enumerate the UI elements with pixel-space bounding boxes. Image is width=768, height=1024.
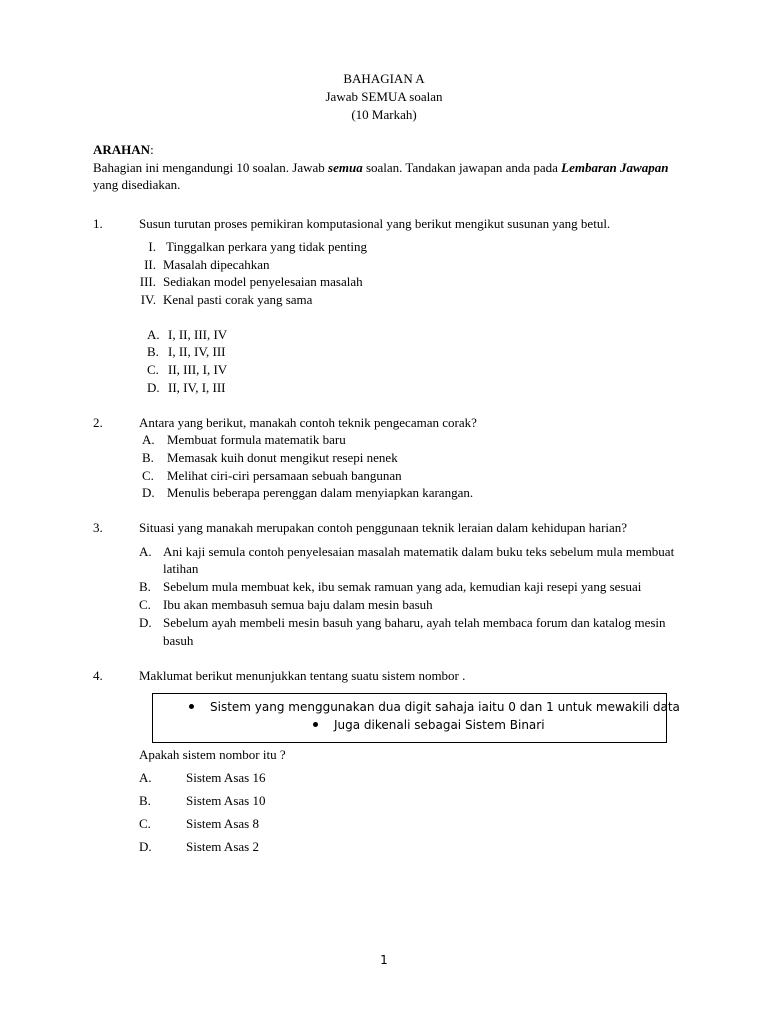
question-number: 1. bbox=[93, 216, 103, 231]
option-text: Sebelum mula membuat kek, ibu semak ramuan yang ada, kemudian kaji resepi yang sesuai bbox=[163, 579, 642, 594]
statement-item bbox=[126, 291, 312, 309]
arahan-emph-2: Lembaran Jawapan bbox=[561, 160, 669, 175]
question-number: 4. bbox=[93, 668, 103, 683]
option-label: C. bbox=[139, 597, 151, 612]
option-text: Sistem Asas 10 bbox=[186, 793, 266, 808]
option-label: A. bbox=[139, 544, 152, 559]
answer-option[interactable] bbox=[142, 467, 402, 485]
answer-option[interactable] bbox=[139, 543, 674, 561]
option-label: C. bbox=[142, 468, 154, 483]
info-bullet-item bbox=[313, 717, 545, 735]
statement-item bbox=[126, 238, 367, 256]
option-text: Memasak kuih donut mengikut resepi nenek bbox=[167, 450, 398, 465]
option-text: Sistem Asas 2 bbox=[186, 839, 259, 854]
question-number: 2. bbox=[93, 415, 103, 430]
option-text: Membuat formula matematik baru bbox=[167, 432, 346, 447]
option-text: Menulis beberapa perenggan dalam menyiapkan karangan. bbox=[167, 485, 474, 500]
option-text: Ibu akan membasuh semua baju dalam mesin basuh bbox=[163, 597, 433, 612]
statement-item bbox=[126, 273, 363, 291]
answer-option[interactable] bbox=[142, 431, 346, 449]
answer-option[interactable] bbox=[139, 815, 259, 833]
answer-option[interactable] bbox=[139, 596, 433, 614]
answer-option[interactable] bbox=[147, 343, 226, 361]
section-instruction: Jawab SEMUA soalan bbox=[325, 89, 443, 104]
question-text: Maklumat berikut menunjukkan tentang suatu sistem nombor . bbox=[139, 668, 466, 683]
option-label: B. bbox=[147, 344, 159, 359]
arahan-line-1 bbox=[93, 159, 668, 177]
info-bullet-text: Sistem yang menggunakan dua digit sahaja iaitu 0 dan 1 untuk mewakili data bbox=[210, 700, 680, 714]
arahan-text-1: Bahagian ini mengandungi 10 soalan. Jawab bbox=[93, 160, 329, 175]
answer-option[interactable] bbox=[139, 578, 641, 596]
question-text: Situasi yang manakah merupakan contoh penggunaan teknik leraian dalam kehidupan harian? bbox=[139, 520, 628, 535]
page-number: 1 bbox=[380, 953, 388, 967]
arahan-colon: : bbox=[150, 142, 154, 157]
answer-option[interactable] bbox=[142, 484, 473, 502]
option-label: A. bbox=[142, 432, 155, 447]
statement-text: Masalah dipecahkan bbox=[163, 257, 270, 272]
arahan-emph-1: semua bbox=[328, 160, 363, 175]
arahan-label: ARAHAN bbox=[93, 142, 151, 157]
info-bullet-text: Juga dikenali sebagai Sistem Binari bbox=[334, 718, 545, 732]
statement-label: II. bbox=[144, 257, 156, 272]
option-text: I, II, IV, III bbox=[168, 344, 226, 359]
question-text: Susun turutan proses pemikiran komputasional yang berikut mengikut susunan yang betul. bbox=[139, 216, 611, 231]
option-label: D. bbox=[139, 839, 152, 854]
answer-option[interactable] bbox=[147, 379, 226, 397]
option-label: B. bbox=[139, 793, 151, 808]
question-prompt: Apakah sistem nombor itu ? bbox=[139, 747, 286, 762]
arahan-heading bbox=[93, 141, 154, 159]
option-label: C. bbox=[147, 362, 159, 377]
statement-label: IV. bbox=[140, 292, 156, 307]
statement-label: I. bbox=[148, 239, 156, 254]
option-text-continued: latihan bbox=[163, 561, 199, 576]
bullet-icon bbox=[313, 722, 318, 727]
option-text: II, IV, I, III bbox=[168, 380, 226, 395]
option-label: A. bbox=[139, 770, 152, 785]
option-text: Ani kaji semula contoh penyelesaian masalah matematik dalam buku teks sebelum mula membuat bbox=[163, 544, 675, 559]
option-label: D. bbox=[139, 615, 152, 630]
statement-item bbox=[126, 256, 269, 274]
answer-option[interactable] bbox=[139, 614, 666, 632]
option-text: II, III, I, IV bbox=[168, 362, 228, 377]
option-label: C. bbox=[139, 816, 151, 831]
arahan-text-3: yang disediakan. bbox=[93, 177, 181, 192]
option-label: A. bbox=[147, 327, 160, 342]
info-box bbox=[152, 693, 680, 743]
option-text: Sistem Asas 16 bbox=[186, 770, 266, 785]
option-text-continued: basuh bbox=[163, 633, 194, 648]
answer-option[interactable] bbox=[147, 326, 227, 344]
statement-text: Sediakan model penyelesaian masalah bbox=[163, 274, 363, 289]
bullet-icon bbox=[189, 704, 194, 709]
section-title: BAHAGIAN A bbox=[343, 71, 425, 86]
option-label: B. bbox=[142, 450, 154, 465]
option-text: I, II, III, IV bbox=[168, 327, 228, 342]
statement-label: III. bbox=[139, 274, 156, 289]
question-number: 3. bbox=[93, 520, 103, 535]
answer-option[interactable] bbox=[139, 838, 259, 856]
section-marks: (10 Markah) bbox=[351, 107, 417, 122]
info-bullet-item bbox=[189, 699, 680, 717]
arahan-text-2: soalan. Tandakan jawapan anda pada bbox=[362, 160, 562, 175]
option-text: Melihat ciri-ciri persamaan sebuah bangunan bbox=[167, 468, 402, 483]
option-text: Sistem Asas 8 bbox=[186, 816, 259, 831]
statement-text: Tinggalkan perkara yang tidak penting bbox=[163, 239, 367, 254]
option-text: Sebelum ayah membeli mesin basuh yang baharu, ayah telah membaca forum dan katalog mesin bbox=[163, 615, 666, 630]
statement-text: Kenal pasti corak yang sama bbox=[163, 292, 313, 307]
answer-option[interactable] bbox=[139, 792, 265, 810]
option-label: D. bbox=[147, 380, 160, 395]
option-label: B. bbox=[139, 579, 151, 594]
answer-option[interactable] bbox=[142, 449, 398, 467]
option-label: D. bbox=[142, 485, 155, 500]
answer-option[interactable] bbox=[139, 769, 265, 787]
question-text: Antara yang berikut, manakah contoh teknik pengecaman corak? bbox=[139, 415, 477, 430]
answer-option[interactable] bbox=[147, 361, 227, 379]
